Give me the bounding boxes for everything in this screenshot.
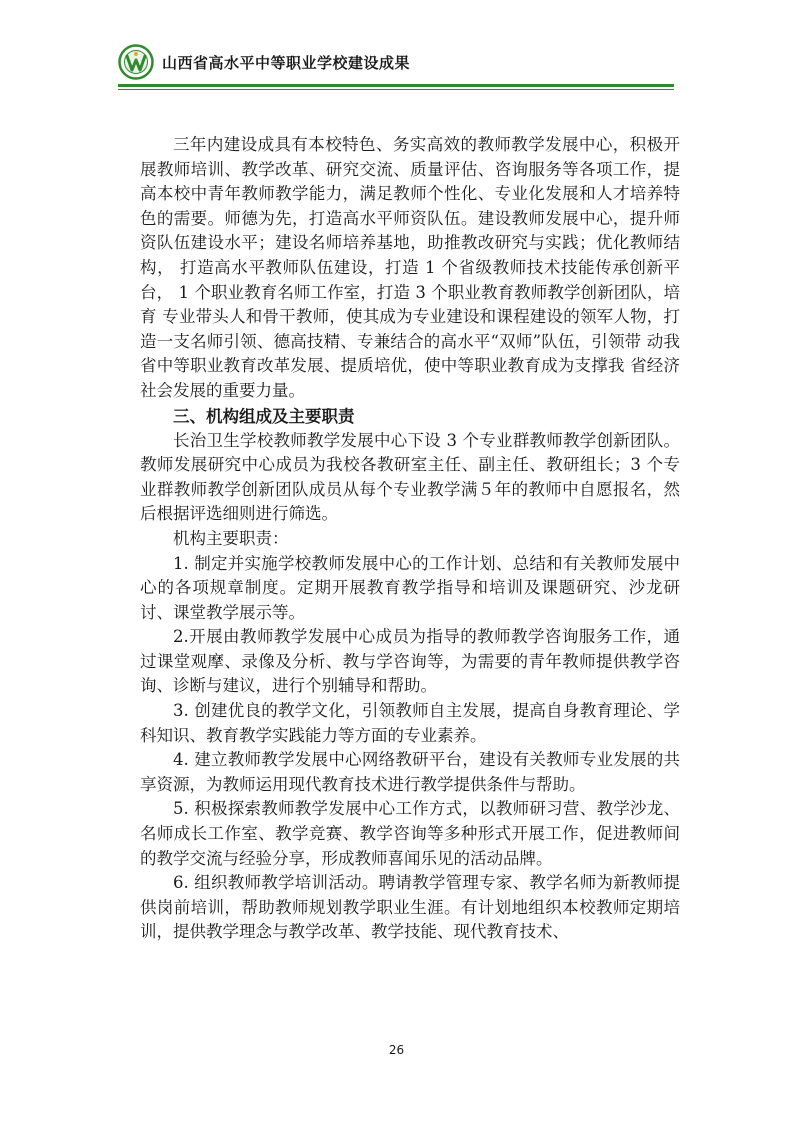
header-divider <box>118 84 674 87</box>
document-body <box>140 133 680 945</box>
duty-item: 1. 制定并实施学校教师发展中心的工作计划、总结和有关教师发展中心的各项规章制度。定期开展教育教学指导和培训及课题研究、沙龙研讨、课堂教学展示等。 <box>140 553 680 622</box>
structure-paragraph: 长治卫生学校教师教学发展中心下设 3 个专业群教师教学创新团队。教师发展研究中心成员为我校各教研室主任、副主任、教研组长；3 个专业群教师教学创新团队成员从每个专业教学满５年的教师中自愿报名，然后根据评选细则进行筛选。 <box>140 430 680 524</box>
duty-item: 5. 积极探索教师教学发展中心工作方式，以教师研习营、教学沙龙、名师成长工作室、教学竞赛、教学咨询等多种形式开展工作，促进教师间的教学交流与经验分享，形成教师喜闻乐见的活动品牌。 <box>140 799 680 868</box>
header-title: 山西省高水平中等职业学校建设成果 <box>162 53 411 72</box>
page-number: 26 <box>388 1043 405 1057</box>
school-logo-icon <box>118 44 154 80</box>
intro-paragraph: 三年内建设成具有本校特色、务实高效的教师教学发展中心，积极开展教师培训、教学改革、研究交流、质量评估、咨询服务等各项工作，提高本校中青年教师教学能力，满足教师个性化、专业化发展和人才培养特色的需要。师德为先，打造高水平师资队伍。建设教师发展中心，提升师资队伍建设水平；建设名师培养基地，助推教改研究与实践；优化教师结构， 打造高水平教师队伍建设，打造 1 个省级教师技术技能传承创新平台， 1 个职业教育名师工作室，打造 3 个职业教育教师教学创新团队，培育 专业带头人和骨干教师，使其成为专业建设和课程建设的领军人物，打 造一支名师引领、德高技精、专兼结合的高水平“双师”队伍，引领带 动我省中等职业教育改革发展、提质培优，使中等职业教育成为支撑我 省经济社会发展的重要力量。 <box>140 135 680 400</box>
duty-item: 2.开展由教师教学发展中心成员为指导的教师教学咨询服务工作，通过课堂观摩、录像及分析、教与学咨询等，为需要的青年教师提供教学咨询、诊断与建议，进行个别辅导和帮助。 <box>140 627 680 696</box>
duty-item: 3. 创建优良的教学文化，引领教师自主发展，提高自身教育理论、学科知识、教育教学实践能力等方面的专业素养。 <box>140 701 680 745</box>
duty-item: 6. 组织教师教学培训活动。聘请教学管理专家、教学名师为新教师提供岗前培训，帮助教师规划教学职业生涯。有计划地组织本校教师定期培训，提供教学理念与教学改革、教学技能、现代教育技术、 <box>140 873 680 942</box>
section-heading: 三、机构组成及主要职责 <box>173 406 355 426</box>
duties-label: 机构主要职责： <box>173 528 289 548</box>
page-header <box>118 42 678 82</box>
header-divider-thin <box>118 89 674 90</box>
duty-item: 4. 建立教师教学发展中心网络教研平台，建设有关教师专业发展的共享资源，为教师运用现代教育技术进行教学提供条件与帮助。 <box>140 750 680 794</box>
